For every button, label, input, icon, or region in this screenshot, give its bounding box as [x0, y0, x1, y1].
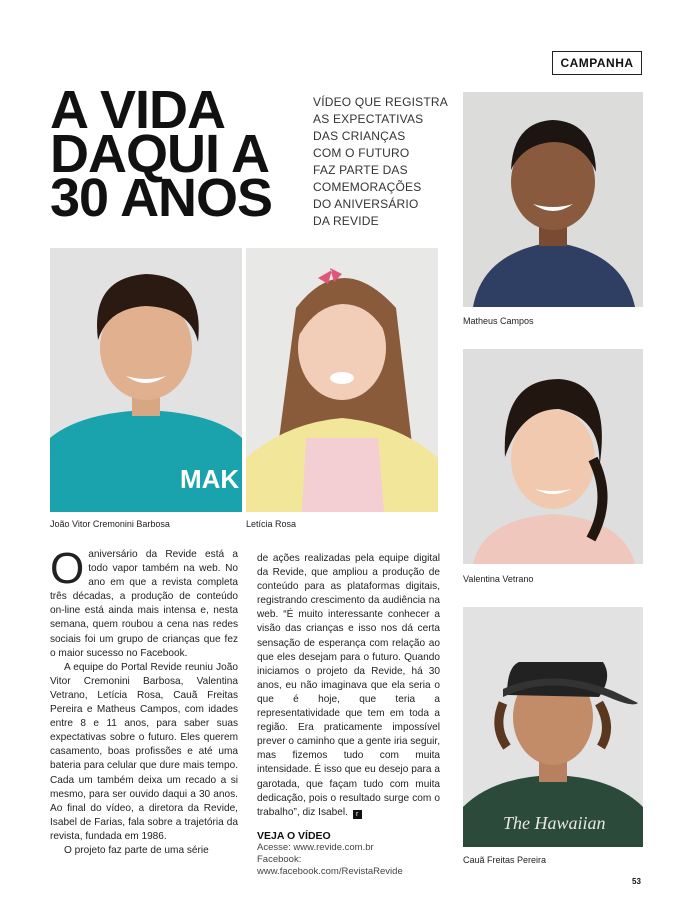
section-tag: CAMPANHA — [552, 51, 642, 75]
drop-cap: O — [50, 544, 85, 593]
paragraph-3-continued: de ações realizadas pela equipe digital da Revide, que ampliou a produção de conteúdo para as plataformas digitais, registrando crescimento da audiência na web. “É muito interessante conhecer a visão das crianças e isso nos dá certa sensação de esperança com relação ao que eles desejam para o futuro. Quando iniciamos o projeto da Revide, há 30 anos, eu não imaginava que ela seria o que é hoje, que teria a representatividade que tem em toda a região. Era praticamente impossível prever o caminho que a gente iria seguir, mas fizemos tudo com muita intensidade. É isso que eu desejo para a garotada, que façam tudo com muita dedicação, pois o resultado surge com o trabalho”, diz Isabel. r — [257, 553, 440, 818]
photo-matheus — [463, 92, 643, 307]
caption-valentina: Valentina Vetrano — [463, 574, 534, 584]
caption-matheus: Matheus Campos — [463, 316, 534, 326]
shirt-text-joao: MAK — [180, 464, 240, 494]
body-column-1 — [50, 544, 238, 858]
photo-caua — [463, 607, 643, 847]
deck-line: DAS CRIANÇAS — [313, 129, 406, 143]
paragraph-1 — [50, 544, 238, 661]
page-number: 53 — [632, 877, 641, 886]
paragraph-2: A equipe do Portal Revide reuniu João Vitor Cremonini Barbosa, Valentina Vetrano, Letícia Rosa, Cauã Freitas Pereira e Matheus Campos, com idades entre 8 e 11 anos, para saber suas expectativas sobre o futuro. Eles querem casamento, boas profissões e até uma bateria para celular que dure mais tempo. Cada um também deixa um recado a si mesmo, para ser ouvido daqui a 30 anos. Ao final do vídeo, a diretora da Revide, Isabel de Farias, fala sobre a trajetória da revista, fundada em 1986. — [50, 661, 238, 842]
headline-line-2: DAQUI A — [50, 124, 269, 184]
caption-caua: Cauã Freitas Pereira — [463, 855, 547, 865]
deck-line: AS EXPECTATIVAS — [313, 112, 424, 126]
end-mark-icon: r — [353, 810, 362, 819]
photo-valentina — [463, 349, 643, 564]
paragraph-3-start: O projeto faz parte de uma série — [64, 844, 209, 856]
deck-line: FAZ PARTE DAS — [313, 163, 408, 177]
video-box — [257, 830, 447, 878]
photo-joao — [50, 248, 242, 512]
deck-line: COM O FUTURO — [313, 146, 410, 160]
deck-line: COMEMORAÇÕES — [313, 180, 422, 194]
video-link-site[interactable]: Acesse: www.revide.com.br — [257, 842, 374, 853]
photo-leticia — [246, 248, 438, 512]
video-box-title: VEJA O VÍDEO — [257, 830, 331, 842]
paragraph-1-text: aniversário da Revide está a todo vapor também na web. No ano em que a revista completa três décadas, a produção de conteúdo on-line está ainda mais intensa e, nesta semana, quem roubou a cena nas redes sociais foi um grupo de crianças que fez o maior sucesso no Facebook. — [50, 549, 238, 659]
deck — [313, 94, 463, 230]
body-column-2 — [257, 552, 440, 820]
deck-line: VÍDEO QUE REGISTRA — [313, 95, 448, 109]
headline-line-1: A VIDA — [50, 80, 226, 140]
caption-leticia: Letícia Rosa — [246, 519, 297, 529]
headline — [50, 80, 310, 228]
video-link-facebook[interactable]: Facebook: www.facebook.com/RevistaRevide — [257, 854, 403, 877]
caption-joao: João Vitor Cremonini Barbosa — [50, 519, 170, 529]
shirt-text-caua: The Hawaiian — [503, 813, 606, 833]
deck-line: DO ANIVERSÁRIO — [313, 197, 419, 211]
headline-line-3: 30 ANOS — [50, 168, 273, 228]
deck-line: DA REVIDE — [313, 214, 379, 228]
